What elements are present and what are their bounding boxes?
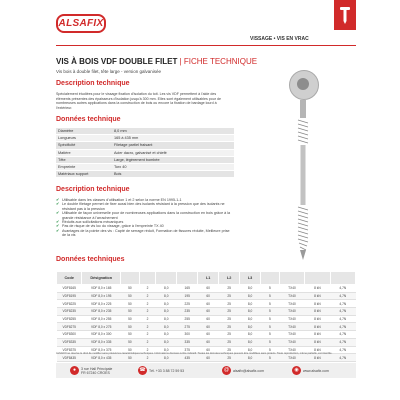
table-cell: 4,7N [330,323,355,331]
table-cell: 2 [139,285,156,293]
table-cell: 60 [198,285,219,293]
table-cell: 5 [261,285,280,293]
table-cell: 60 [198,323,219,331]
table-cell: 5 [261,331,280,339]
feature-item [56,229,234,238]
table-cell: 8,0 [240,315,261,323]
table-cell: 8,0 [156,292,177,300]
screw-head-image [289,70,319,100]
table-cell: 300 [177,331,198,339]
table-cell: 25 [219,354,240,362]
table-cell: 8 kN [305,346,330,354]
feature-list [56,198,234,238]
checkmark-icon: ✔ [56,198,60,202]
table-cell: TX40 [279,331,304,339]
screw-image [295,100,311,260]
header-divider [56,45,356,46]
table-cell: 50 [120,354,139,362]
table-cell: VDF8375 [57,346,82,354]
table-cell: 8 kN [305,338,330,346]
feature-text: Le double filetage permet de fixer aussi bien des isolants résistant à la pression que des isolants ne résistant pas à la pression [62,202,225,211]
table-cell: 50 [120,285,139,293]
table-cell: 5 [261,338,280,346]
table-cell: 25 [219,300,240,308]
checkmark-icon: ✔ [56,211,60,216]
footer-bar [56,363,356,378]
footer-email[interactable]: alsafix@alsafix.com [233,368,264,373]
table-cell: 8,0 [240,300,261,308]
table-cell: 195 [177,292,198,300]
table-cell: 4,7N [330,331,355,339]
table-cell: 4,7N [330,338,355,346]
table-cell: 50 [120,292,139,300]
spec-key: Spécificité [56,142,112,149]
column-header [156,272,177,285]
section-heading-data: Données technique [56,116,121,123]
table-cell: 165 [177,285,198,293]
feature-text: Avantages de la pointe des vis : Capté de serrage réduit, Formation de fissures réduite, Meilleure prise de la vis [62,228,230,238]
table-cell: VDF8300 [57,331,82,339]
table-row [57,331,356,339]
spec-key: Diamètre [56,128,112,135]
table-cell: 8 kN [305,285,330,293]
table-cell: 375 [177,346,198,354]
table-cell: 8,0 [240,292,261,300]
table-cell: 2 [139,354,156,362]
table-cell: 8 kN [305,315,330,323]
specs-row [56,135,234,142]
table-cell: 5 [261,354,280,362]
column-header [305,272,330,285]
table-cell: 25 [219,315,240,323]
feature-text: Utilisable de façon universelle pour de nombreuses applications dans la construction en bois grâce à la grande résistance à l'arrachement [62,211,231,220]
table-cell: 8,0 [156,308,177,316]
table-cell: 25 [219,285,240,293]
title-type: FICHE TECHNIQUE [183,57,258,66]
table-cell: 235 [177,308,198,316]
table-row [57,292,356,300]
table-cell: 25 [219,308,240,316]
table-cell: 5 [261,315,280,323]
column-header [177,272,198,285]
table-cell: VDF 8,0 x 275 [82,323,121,331]
table-cell: 50 [120,338,139,346]
table-cell: 8,0 [240,308,261,316]
title-separator: | [177,57,184,66]
table-cell: 8 kN [305,354,330,362]
table-cell: VDF 8,0 x 195 [82,292,121,300]
specs-row [56,156,234,163]
table-cell: VDF 8,0 x 165 [82,285,121,293]
table-cell: 8,0 [240,354,261,362]
table-cell: 2 [139,331,156,339]
table-cell: VDF 8,0 x 255 [82,315,121,323]
spec-value: 165 à 435 mm [112,135,234,142]
table-cell: 60 [198,331,219,339]
feature-text: Utilisable dans les classes d'utilisation 1 et 2 selon la norme EN 1995-1-1 [62,198,182,202]
spec-key: Empreinte [56,163,112,170]
corner-tab [334,0,356,30]
table-cell: 60 [198,338,219,346]
table-row [57,323,356,331]
table-cell: 60 [198,315,219,323]
category-label: VISSAGE • VIS EN VRAC [250,36,309,42]
footer-address: 3 rue Hall Principale FR 67240 CROES [81,367,113,375]
table-cell: VDF8235 [57,308,82,316]
table-cell: 5 [261,323,280,331]
table-cell: 25 [219,338,240,346]
table-cell: 5 [261,300,280,308]
table-cell: VDF8255 [57,315,82,323]
screw-icon [339,6,351,24]
table-cell: 25 [219,292,240,300]
table-cell: 8,0 [156,315,177,323]
table-cell: 8 kN [305,292,330,300]
specs-row [56,142,234,149]
table-cell: 8,0 [240,323,261,331]
table-cell: 2 [139,308,156,316]
phone-icon: ☎ [139,367,146,373]
table-cell: 60 [198,300,219,308]
table-cell: 8,0 [156,354,177,362]
column-header: Code [57,272,82,285]
spec-value: Filetage partiel fraisant [112,142,234,149]
table-cell: 255 [177,315,198,323]
product-table [56,271,356,362]
table-cell: 60 [198,346,219,354]
table-cell: 4,7N [330,346,355,354]
table-cell: 8,0 [156,338,177,346]
table-cell: VDF8225 [57,300,82,308]
table-row [57,315,356,323]
description-paragraph: Spécialement étudiées pour le vissage fixation d'isolation du toit. Les vis VDF permettent à l'aide des éléments présentes des épaisseurs d'isolation jusqu'à 300 mm. Elles sont également utilisables pour de nombreuses autres applications dans la construction de bois ou encore la fixation de bardage lourd à l'extérieur. [56,92,221,110]
table-cell: TX40 [279,292,304,300]
table-cell: VDF8165 [57,285,82,293]
table-cell: VDF8195 [57,292,82,300]
table-cell: 8,0 [240,331,261,339]
table-cell: TX40 [279,338,304,346]
table-cell: 8,0 [156,300,177,308]
feature-text: Réduits aux sollicitations mécaniques [62,220,124,225]
spec-key: Tête [56,156,112,163]
table-cell: 225 [177,300,198,308]
feature-item [56,202,234,211]
spec-key: Matériaux support [56,171,112,178]
column-header: L3 [240,272,261,285]
email-icon: @ [223,367,230,373]
brand-logo: ALSAFIX [56,14,106,33]
table-cell: 8,0 [240,285,261,293]
specs-row [56,149,234,156]
table-cell: 2 [139,323,156,331]
specs-row [56,163,234,170]
specs-table [56,128,234,178]
page-subtitle: Vis bois à double filet, tête large - version galvanisée [56,69,161,74]
spec-key: Matière [56,149,112,156]
table-cell: VDF 8,0 x 335 [82,338,121,346]
table-cell: 5 [261,292,280,300]
table-cell: 60 [198,308,219,316]
column-header: L1 [198,272,219,285]
table-cell: TX40 [279,300,304,308]
table-cell: 8 kN [305,308,330,316]
section-heading-data-2: Données techniques [56,256,125,263]
spec-value: Torx 40 [112,163,234,170]
table-cell: 50 [120,300,139,308]
table-cell: 8,0 [156,346,177,354]
column-header [261,272,280,285]
table-cell: VDF 8,0 x 375 [82,346,121,354]
column-header: L2 [219,272,240,285]
table-cell: 8,0 [156,285,177,293]
spec-value: Acier dacro, galvanisé et chiefé [112,149,234,156]
table-cell: TX40 [279,354,304,362]
title-main: VIS À BOIS VDF DOUBLE FILET [56,57,178,66]
page-title [56,57,257,66]
table-cell: VDF 8,0 x 300 [82,331,121,339]
table-cell: 435 [177,354,198,362]
table-cell: 60 [198,354,219,362]
table-cell: 25 [219,331,240,339]
table-cell: 4,7N [330,315,355,323]
legal-notice: ALSAFIX se réserve le droit de modifier sans préavis les caractéristiques techniques. Informations données à titre indicatif. Toutes les données techniques peuvent être modifiées sans préavis. Toute reproduction, même partielle, est interdite. [56,352,333,355]
table-cell: 50 [120,308,139,316]
spec-value: 8,0 mm [112,128,234,135]
column-header [139,272,156,285]
table-cell: TX40 [279,346,304,354]
table-cell: TX40 [279,308,304,316]
table-cell: 2 [139,315,156,323]
column-header [330,272,355,285]
table-cell: VDF 8,0 x 435 [82,354,121,362]
table-cell: TX40 [279,315,304,323]
table-cell: 8,0 [156,323,177,331]
section-heading-description-2: Description technique [56,186,130,193]
checkmark-icon: ✔ [56,202,60,207]
table-cell: 60 [198,292,219,300]
section-heading-description: Description technique [56,80,130,87]
table-cell: 50 [120,315,139,323]
table-cell: VDF 8,0 x 225 [82,300,121,308]
table-cell: TX40 [279,323,304,331]
footer-phone: Tél. +33 3 88 72 59 53 [149,368,185,373]
spec-key: Longueurs [56,135,112,142]
table-row [57,285,356,293]
table-cell: VDF8435 [57,354,82,362]
table-cell: 5 [261,346,280,354]
table-cell: 4,7N [330,292,355,300]
column-header [120,272,139,285]
table-cell: 4,7N [330,300,355,308]
table-cell: 8 kN [305,331,330,339]
table-cell: 25 [219,346,240,354]
feature-text: Pas de risque de vis loc du vissage, grâce à l'empreinte TX 40 [62,224,164,229]
torx-recess [297,78,309,90]
table-cell: 4,7N [330,308,355,316]
table-cell: 8 kN [305,300,330,308]
table-cell: 8,0 [156,331,177,339]
table-cell: 2 [139,346,156,354]
table-cell: 2 [139,292,156,300]
table-cell: TX40 [279,285,304,293]
table-row [57,338,356,346]
table-cell: 2 [139,338,156,346]
table-cell: 25 [219,323,240,331]
table-cell: 50 [120,346,139,354]
table-cell: VDF8275 [57,323,82,331]
feature-item [56,211,234,220]
specs-row [56,171,234,178]
table-cell: VDF8335 [57,338,82,346]
web-icon: ◉ [292,366,301,375]
checkmark-icon: ✔ [56,224,60,229]
checkmark-icon: ✔ [56,228,60,233]
spec-value: Large, légèrement bombée [112,156,234,163]
table-row [57,308,356,316]
table-cell: 50 [120,331,139,339]
table-cell: 2 [139,300,156,308]
table-row [57,300,356,308]
column-header: Désignation [82,272,121,285]
table-cell: 8,0 [240,338,261,346]
table-cell: 8,0 [240,346,261,354]
table-cell: 8 kN [305,323,330,331]
table-cell: 4,7N [330,354,355,362]
table-cell: VDF 8,0 x 235 [82,308,121,316]
spec-value: Bois [112,171,234,178]
table-cell: 4,7N [330,285,355,293]
column-header [279,272,304,285]
table-cell: 335 [177,338,198,346]
location-icon: ● [70,366,79,375]
table-cell: 5 [261,308,280,316]
footer-website[interactable]: www.alsafix.com [303,368,329,373]
specs-row [56,128,234,135]
checkmark-icon: ✔ [56,220,60,225]
table-cell: 275 [177,323,198,331]
table-cell: 50 [120,323,139,331]
